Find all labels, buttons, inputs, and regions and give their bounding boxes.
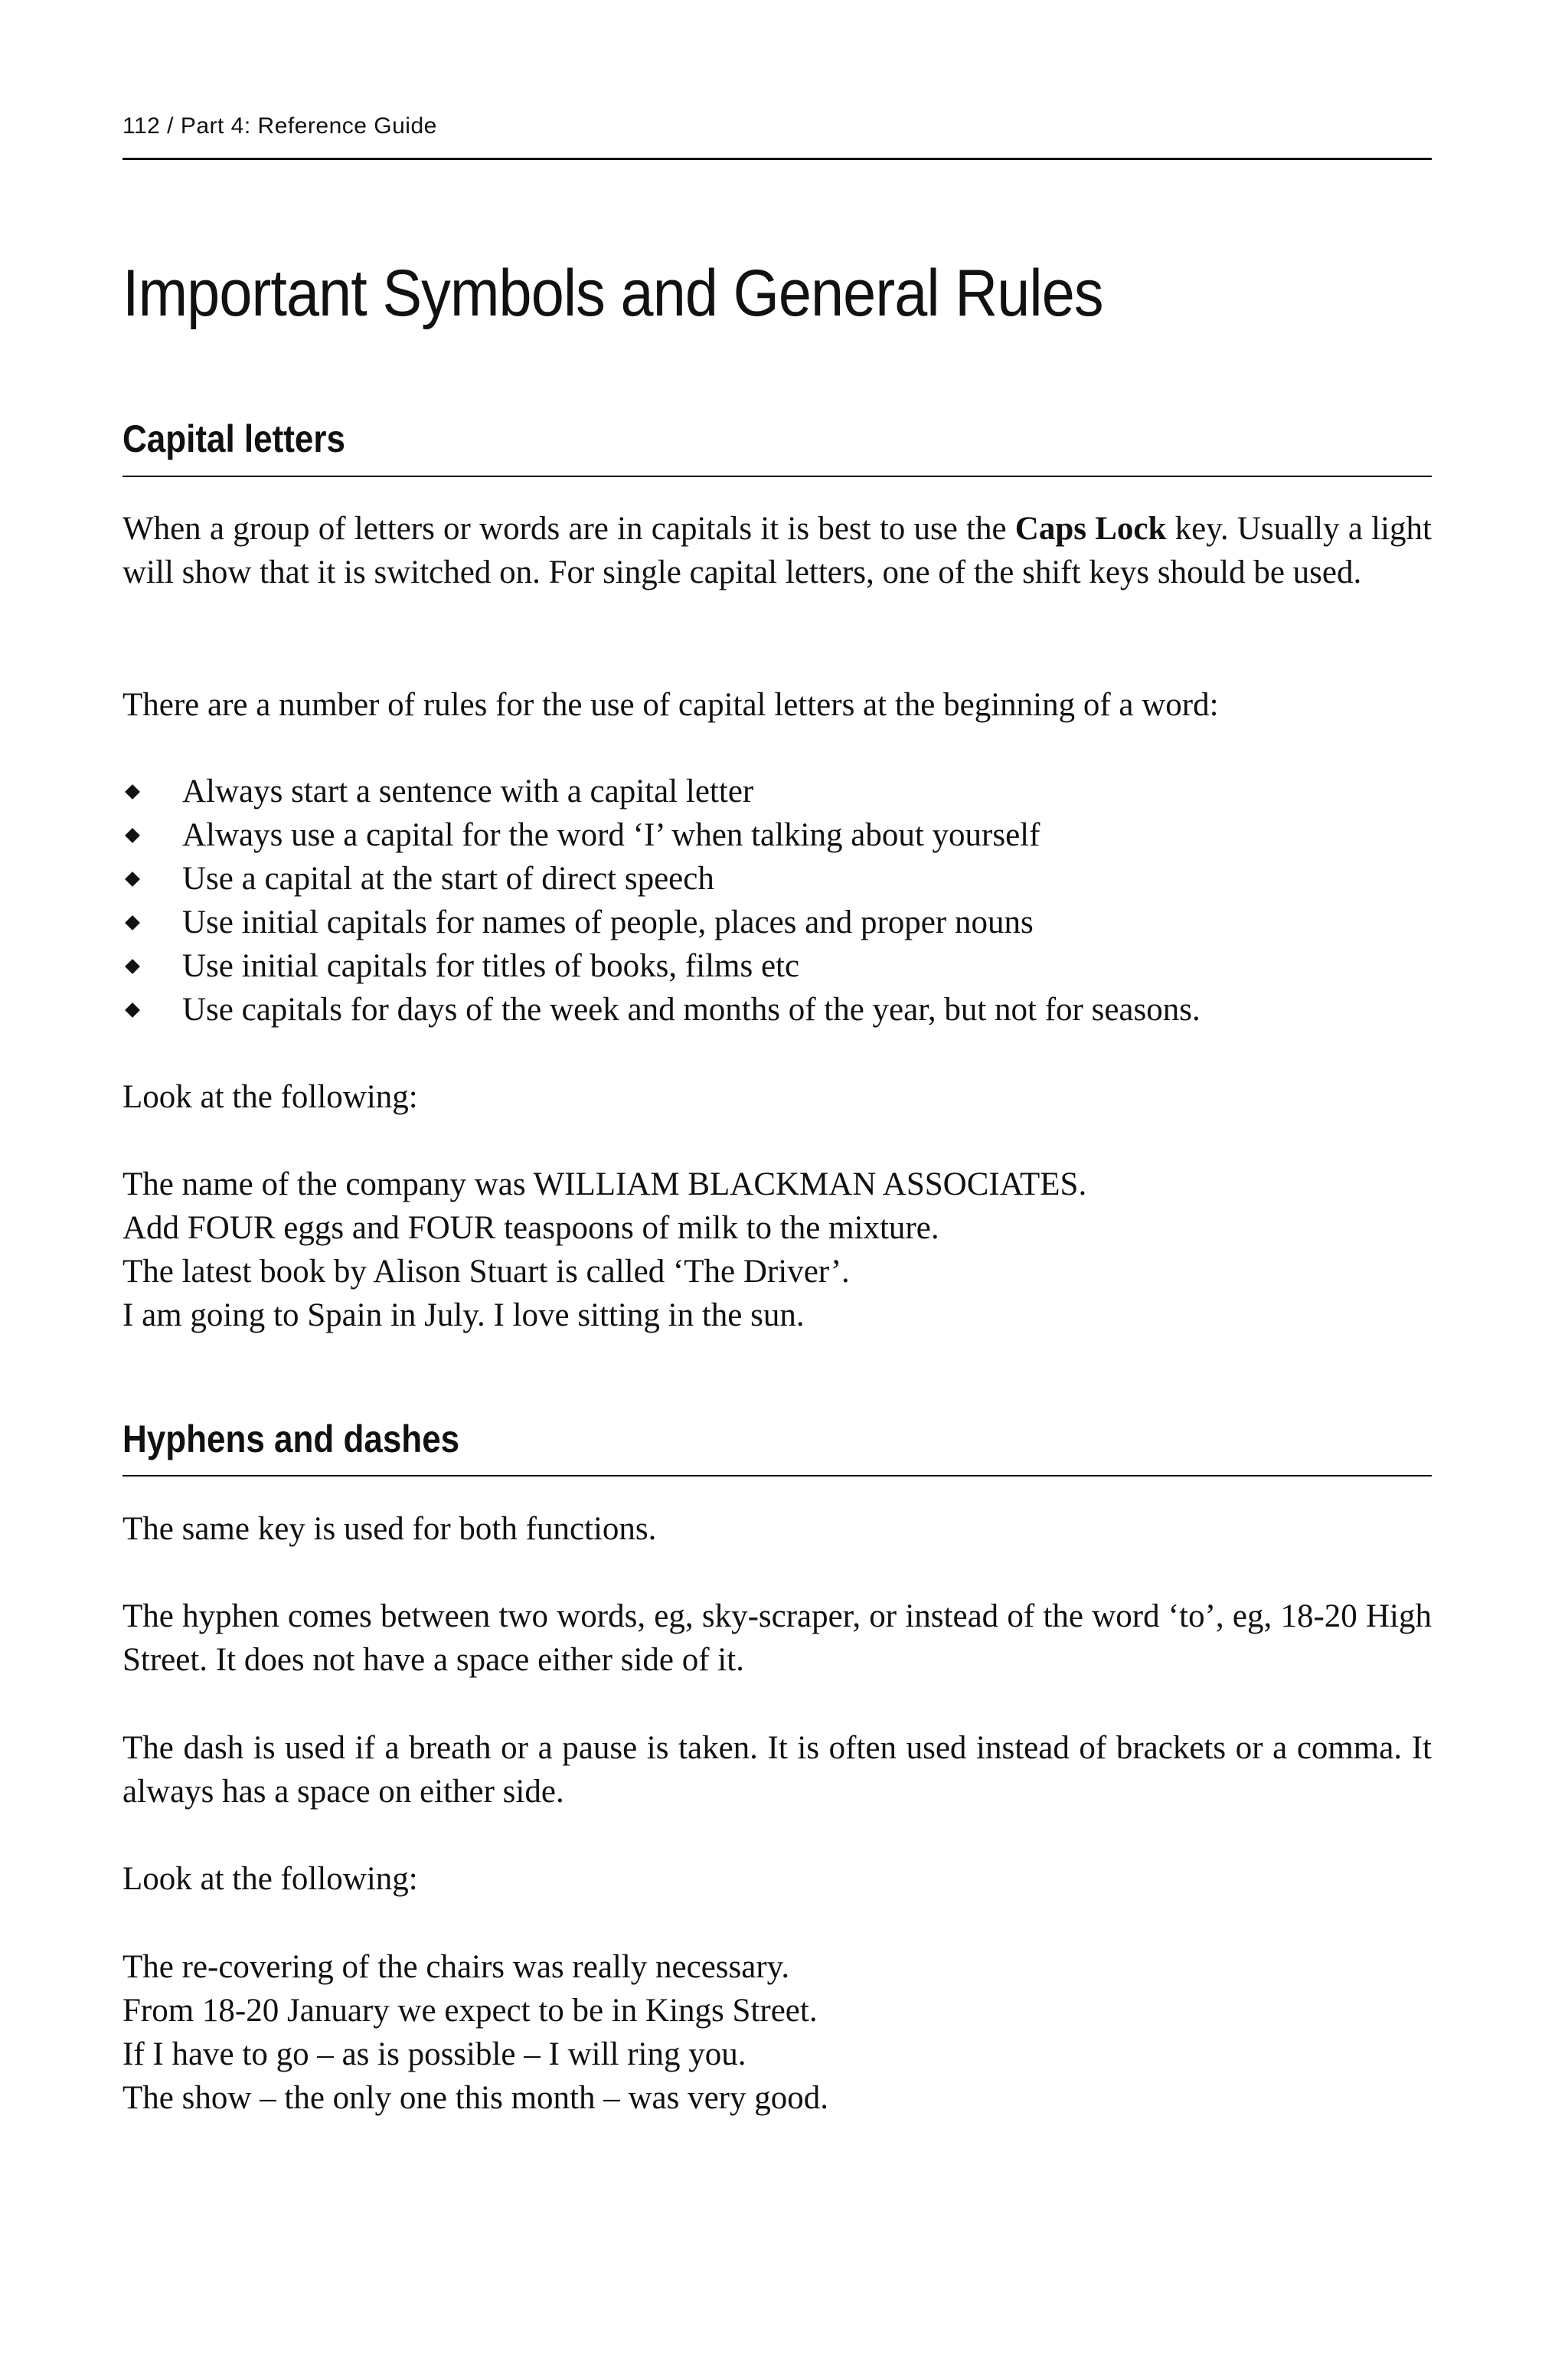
- capital-letters-paragraph-1: [122, 507, 1432, 594]
- capital-letters-examples: [122, 1163, 1432, 1337]
- diamond-bullet-icon: [125, 872, 140, 887]
- section-heading-capital-letters: Capital letters: [122, 417, 345, 460]
- example-line: If I have to go – as is possible – I will ring you.: [122, 2036, 746, 2072]
- running-head: 112 / Part 4: Reference Guide: [122, 113, 437, 139]
- page-title: Important Symbols and General Rules: [122, 257, 1103, 330]
- list-item-text: Use capitals for days of the week and months of the year, but not for seasons.: [182, 992, 1200, 1028]
- diamond-bullet-icon: [125, 915, 140, 930]
- capital-letters-look-label: Look at the following:: [122, 1079, 418, 1115]
- list-item-text: Always start a sentence with a capital letter: [182, 773, 754, 809]
- list-item-text: Use initial capitals for names of people, places and proper nouns: [182, 904, 1034, 940]
- list-item-text: Always use a capital for the word ‘I’ when talking about yourself: [182, 817, 1040, 853]
- list-item: [122, 857, 1432, 901]
- example-line: The show – the only one this month – was very good.: [122, 2080, 829, 2116]
- list-item-text: Use initial capitals for titles of books, films etc: [182, 948, 800, 984]
- section-rule-capital-letters: [122, 476, 1432, 477]
- diamond-bullet-icon: [125, 828, 140, 843]
- hyphens-paragraph-1: The same key is used for both functions.: [122, 1511, 657, 1547]
- diamond-bullet-icon: [125, 784, 140, 800]
- example-line: The latest book by Alison Stuart is called ‘The Driver’.: [122, 1254, 850, 1290]
- hyphens-look-label: Look at the following:: [122, 1861, 418, 1897]
- example-line: The name of the company was WILLIAM BLACKMAN ASSOCIATES.: [122, 1166, 1087, 1202]
- hyphens-examples: [122, 1945, 1432, 2120]
- list-item: [122, 770, 1432, 813]
- caps-lock-key-name: Caps Lock: [1014, 511, 1167, 547]
- list-item: [122, 813, 1432, 857]
- capital-rules-list: [122, 770, 1432, 1032]
- section-heading-hyphens-and-dashes: Hyphens and dashes: [122, 1418, 460, 1460]
- capital-letters-paragraph-2: There are a number of rules for the use of capital letters at the beginning of a word:: [122, 687, 1219, 723]
- example-line: Add FOUR eggs and FOUR teaspoons of milk to the mixture.: [122, 1210, 939, 1246]
- para1-text-after: key. Usually a light will show that it is switched on. For single capital letters, one of the shift keys should be used.: [122, 511, 1432, 590]
- hyphens-paragraph-2: The hyphen comes between two words, eg, sky-scraper, or instead of the word ‘to’, eg, 18-20 High Street. It does not have a space either side of it.: [122, 1598, 1432, 1678]
- list-item: [122, 944, 1432, 988]
- list-item-text: Use a capital at the start of direct speech: [182, 861, 714, 897]
- example-line: The re-covering of the chairs was really necessary.: [122, 1949, 790, 1985]
- diamond-bullet-icon: [125, 1002, 140, 1018]
- para1-text-before: When a group of letters or words are in capitals it is best to use the: [122, 511, 1015, 547]
- diamond-bullet-icon: [125, 959, 140, 974]
- section-rule-hyphens-and-dashes: [122, 1475, 1432, 1477]
- example-line: I am going to Spain in July. I love sitting in the sun.: [122, 1297, 805, 1333]
- list-item: [122, 901, 1432, 944]
- header-rule: [122, 158, 1432, 160]
- hyphens-paragraph-3: The dash is used if a breath or a pause is taken. It is often used instead of brackets or a comma. It always has a space on either side.: [122, 1730, 1432, 1810]
- example-line: From 18-20 January we expect to be in Kings Street.: [122, 1993, 818, 2029]
- list-item: [122, 988, 1432, 1032]
